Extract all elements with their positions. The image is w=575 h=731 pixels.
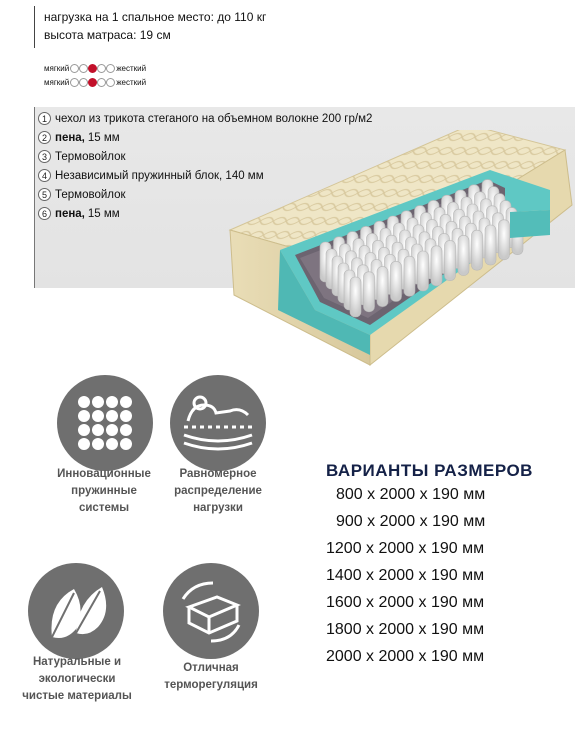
leaf-icon	[28, 563, 124, 659]
sizes-title: ВАРИАНТЫ РАЗМЕРОВ	[326, 461, 533, 480]
firmness-scale-1	[44, 64, 146, 73]
size-option: 900 х 2000 х 190 мм	[336, 513, 486, 530]
layer-number: 3	[38, 150, 51, 163]
layer-text: Термовойлок	[55, 188, 126, 201]
size-option: 1200 х 2000 х 190 мм	[326, 540, 485, 557]
feature-line: Отличная	[183, 662, 239, 674]
layer-text: Термовойлок	[55, 150, 126, 163]
hard-label: жесткий	[116, 64, 147, 73]
spec-divider	[34, 6, 35, 48]
layer-number: 4	[38, 169, 51, 182]
feature-line: чистые материалы	[22, 690, 132, 702]
thermo-wave-icon	[163, 563, 259, 659]
feature-line: пружинные	[71, 485, 137, 497]
layer-bold: пена,	[55, 131, 85, 144]
feature-label-thermo	[146, 660, 276, 694]
firmness-dot	[79, 64, 88, 73]
layer-item	[38, 207, 120, 220]
firmness-dot	[70, 78, 79, 87]
feature-line: нагрузки	[193, 502, 243, 514]
feature-line: экологически	[38, 673, 116, 685]
firmness-dot-active	[88, 64, 97, 73]
firmness-dot	[106, 64, 115, 73]
feature-line: Равномерное	[179, 468, 257, 480]
firmness-dot	[79, 78, 88, 87]
hard-label: жесткий	[116, 78, 147, 87]
layer-item	[38, 131, 120, 144]
layer-number: 6	[38, 207, 51, 220]
layer-number: 1	[38, 112, 51, 125]
firmness-dot	[106, 78, 115, 87]
layer-number: 5	[38, 188, 51, 201]
layer-text: 15 мм	[87, 131, 120, 144]
feature-label-pressure	[152, 466, 284, 517]
firmness-dots	[70, 64, 115, 73]
firmness-dot-active	[88, 78, 97, 87]
spring-grid-icon	[57, 375, 153, 471]
firmness-dot	[97, 64, 106, 73]
firmness-dots	[70, 78, 115, 87]
size-option: 1600 х 2000 х 190 мм	[326, 594, 485, 611]
layer-number: 2	[38, 131, 51, 144]
layer-item	[38, 150, 126, 163]
mattress-cutaway-image	[220, 130, 575, 370]
firmness-scale-2	[44, 78, 146, 87]
feature-label-materials	[4, 654, 150, 705]
soft-label: мягкий	[44, 64, 70, 73]
panel-divider	[34, 107, 35, 288]
size-option: 1400 х 2000 х 190 мм	[326, 567, 485, 584]
size-option: 1800 х 2000 х 190 мм	[326, 621, 485, 638]
feature-line: распределение	[174, 485, 262, 497]
layer-text: чехол из трикота стеганого на объемном волокне 200 гр/м2	[55, 112, 373, 125]
layer-bold: пена,	[55, 207, 85, 220]
feature-line: Натуральные и	[32, 656, 122, 668]
firmness-dot	[70, 64, 79, 73]
size-option: 800 х 2000 х 190 мм	[336, 486, 486, 503]
height-spec: высота матраса: 19 см	[44, 28, 171, 42]
feature-line: терморегуляция	[164, 679, 258, 691]
load-spec: нагрузка на 1 спальное место: до 110 кг	[44, 10, 267, 24]
layer-text: 15 мм	[87, 207, 120, 220]
layer-text: Независимый пружинный блок, 140 мм	[55, 169, 264, 182]
size-option: 2000 х 2000 х 190 мм	[326, 648, 485, 665]
layer-item	[38, 112, 372, 125]
layer-item	[38, 188, 126, 201]
body-pressure-icon	[170, 375, 266, 471]
feature-line: Инновационные	[57, 468, 151, 480]
soft-label: мягкий	[44, 78, 70, 87]
firmness-dot	[97, 78, 106, 87]
feature-line: системы	[78, 502, 130, 514]
